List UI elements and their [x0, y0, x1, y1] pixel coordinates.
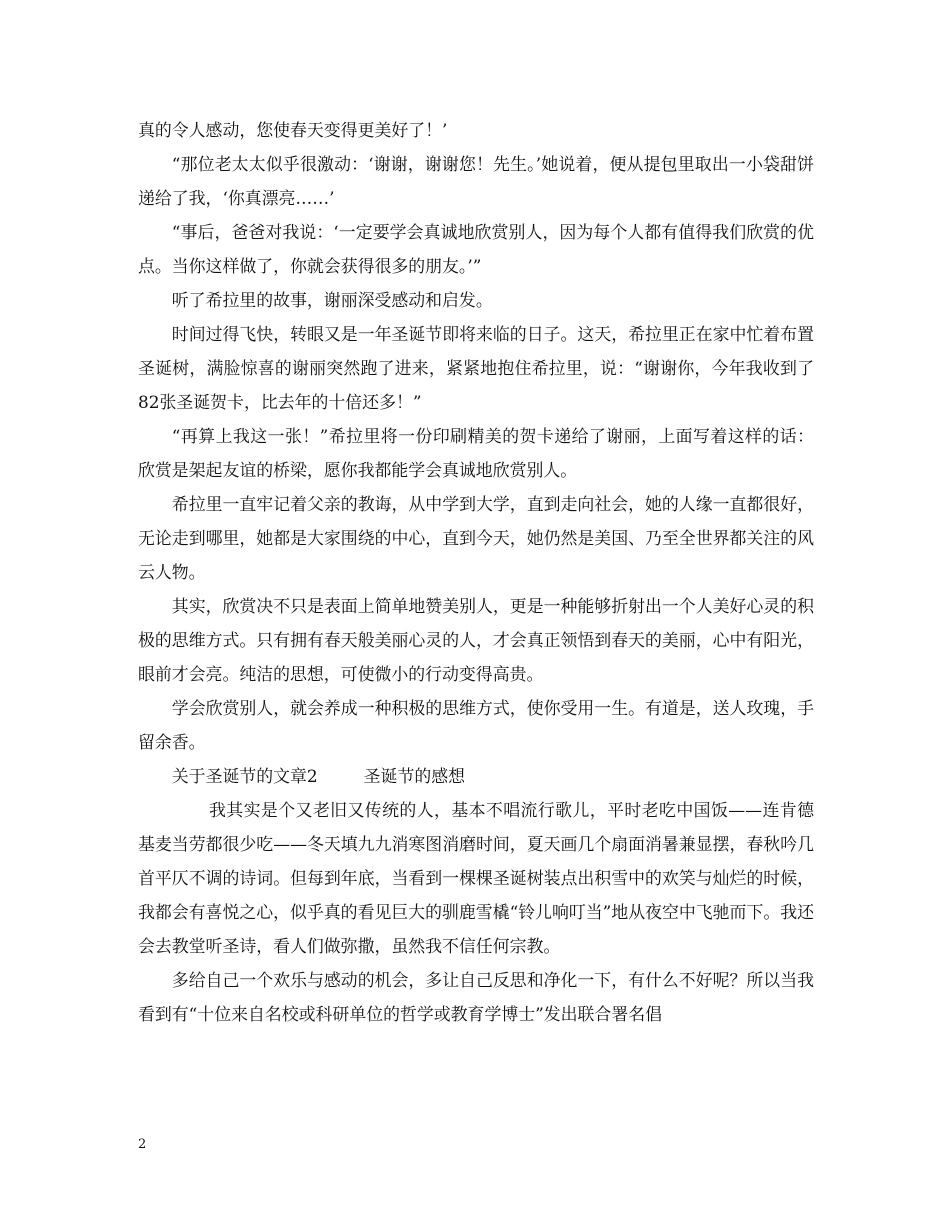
paragraph: 希拉里一直牢记着父亲的教诲，从中学到大学，直到走向社会，她的人缘一直都很好，无论走到哪里，她都是大家围绕的中心，直到今天，她仍然是美国、乃至全世界都关注的风云人物。 — [138, 494, 814, 582]
section-heading-title: 关于圣诞节的文章2 — [171, 766, 318, 786]
paragraph: 听了希拉里的故事，谢丽深受感动和启发。 — [171, 290, 493, 310]
section-heading-subtitle: 圣诞节的感想 — [363, 766, 466, 786]
paragraph: 我其实是个又老旧又传统的人，基本不唱流行歌儿，平时老吃中国饭——连肯德基麦当劳都很少吃——冬天填九九消寒图消磨时间，夏天画几个扇面消暑兼显摆，春秋吟几首平仄不调的诗词。但每到年底，当看到一棵棵圣诞树装点出积雪中的欢笑与灿烂的时候，我都会有喜悦之心，似乎真的看见巨大的驯鹿雪橇“铃儿响叮当”地从夜空中飞驰而下。我还会去教堂听圣诗，看人们做弥撒，虽然我不信任何宗教。 — [138, 800, 815, 956]
paragraph: 学会欣赏别人，就会养成一种积极的思维方式，使你受用一生。有道是，送人玫瑰，手留余香。 — [138, 698, 814, 752]
paragraph: 真的令人感动，您使春天变得更美好了！’ — [138, 120, 448, 140]
document-body — [138, 113, 814, 1031]
paragraph: “再算上我这一张！”希拉里将一份印刷精美的贺卡递给了谢丽，上面写着这样的话：欣赏是架起友谊的桥梁，愿你我都能学会真诚地欣赏别人。 — [138, 426, 814, 480]
paragraph: 时间过得飞快，转眼又是一年圣诞节即将来临的日子。这天，希拉里正在家中忙着布置圣诞树，满脸惊喜的谢丽突然跑了进来，紧紧地抱住希拉里，说：“谢谢你，今年我收到了82张圣诞贺卡，比去年的十倍还多！” — [138, 324, 814, 412]
paragraph: 其实，欣赏决不只是表面上简单地赞美别人，更是一种能够折射出一个人美好心灵的积极的思维方式。只有拥有春天般美丽心灵的人，才会真正领悟到春天的美丽，心中有阳光，眼前才会亮。纯洁的思想，可使微小的行动变得高贵。 — [138, 596, 814, 684]
paragraph: “事后，爸爸对我说：‘一定要学会真诚地欣赏别人，因为每个人都有值得我们欣赏的优点。当你这样做了，你就会获得很多的朋友。’” — [138, 222, 814, 276]
paragraph: 多给自己一个欢乐与感动的机会，多让自己反思和净化一下，有什么不好呢？所以当我看到有“十位来自名校或科研单位的哲学或教育学博士”发出联合署名倡 — [138, 970, 814, 1024]
page-number: 2 — [138, 1137, 147, 1152]
paragraph: “那位老太太似乎很激动：‘谢谢，谢谢您！先生。’她说着，便从提包里取出一小袋甜饼递给了我，‘你真漂亮……’ — [138, 154, 814, 208]
section-heading — [138, 759, 814, 793]
